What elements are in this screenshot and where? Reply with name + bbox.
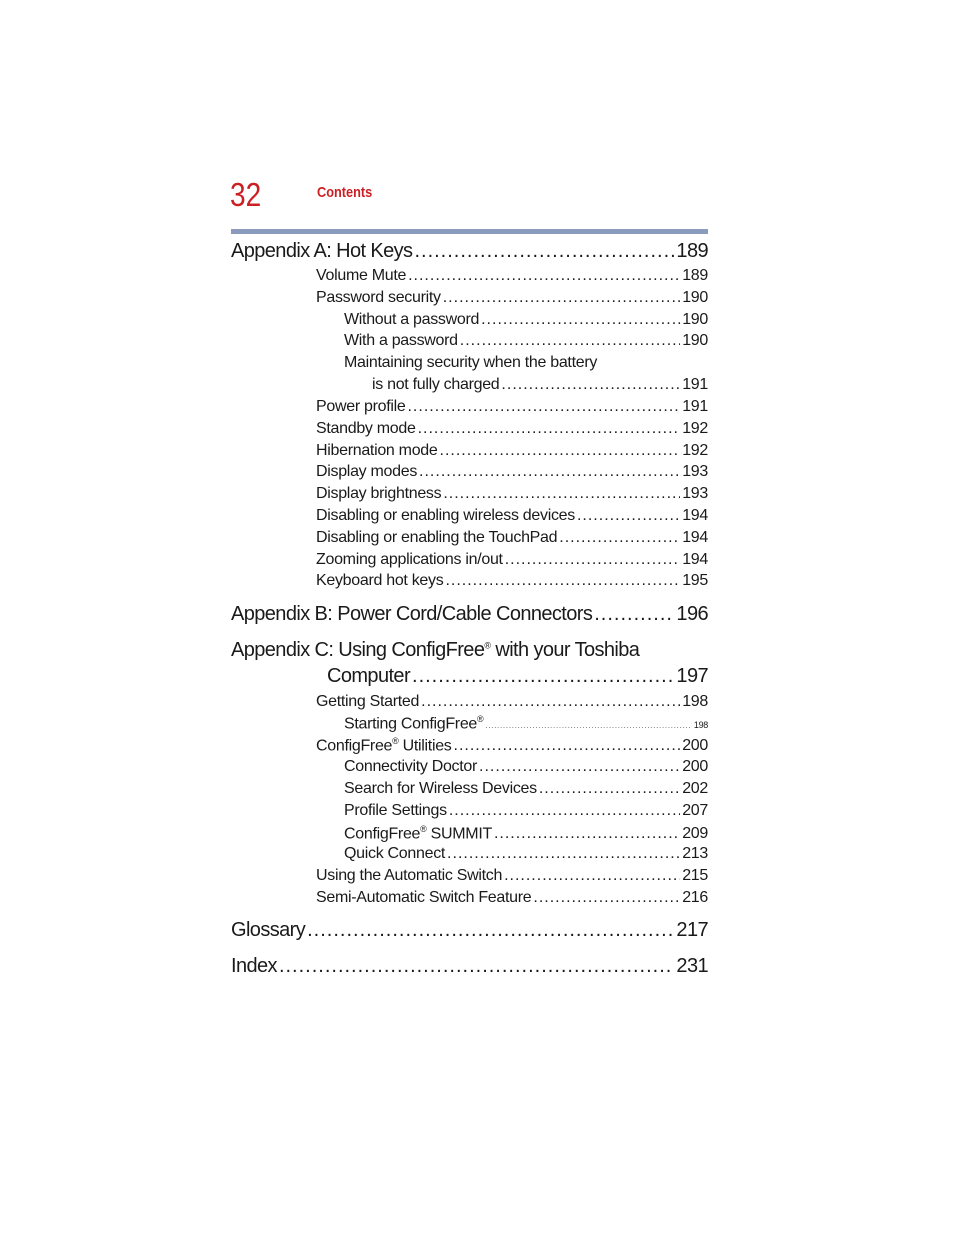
toc-page: 193 — [682, 463, 708, 480]
toc-label-text: Starting ConfigFree — [344, 715, 478, 733]
toc-entry[interactable] — [316, 551, 708, 569]
leader-dots — [408, 267, 680, 285]
toc-entry[interactable] — [344, 332, 708, 350]
registered-mark: ® — [392, 736, 399, 746]
toc-page: 198 — [693, 720, 708, 731]
leader-dots — [418, 420, 681, 438]
toc-entry[interactable] — [316, 693, 708, 711]
leader-dots — [454, 737, 681, 755]
leader-dots — [539, 780, 680, 798]
toc-label-tail: with your Toshiba — [490, 639, 640, 661]
toc-label: Password security — [316, 289, 441, 306]
toc-label: Volume Mute — [316, 267, 407, 284]
toc-entry[interactable] — [316, 529, 708, 547]
toc-label-text: ConfigFree — [316, 737, 393, 755]
registered-mark: ® — [484, 640, 491, 651]
leader-dots — [449, 802, 680, 820]
leader-dots — [445, 572, 680, 590]
toc-page: 189 — [676, 240, 708, 262]
toc-page: 190 — [682, 289, 708, 306]
toc-label-text: Appendix C: Using ConfigFree — [231, 639, 485, 661]
toc-entry[interactable] — [316, 267, 708, 285]
leader-dots — [443, 485, 680, 503]
registered-mark: ® — [477, 714, 484, 724]
toc-label: Display modes — [316, 463, 418, 480]
leader-dots — [505, 551, 681, 569]
leader-dots — [501, 376, 680, 394]
toc-page: 191 — [682, 398, 708, 415]
toc-label: Getting Started — [316, 693, 420, 710]
page-number: 32 — [230, 176, 262, 213]
toc-label — [344, 824, 492, 843]
toc-entry[interactable] — [344, 311, 708, 329]
toc-label: Hibernation mode — [316, 442, 438, 459]
toc-label: Power profile — [316, 398, 406, 415]
leader-dots — [460, 332, 680, 350]
leader-dots — [412, 665, 674, 688]
toc-label-text: ConfigFree — [344, 825, 421, 843]
toc-label: Quick Connect — [344, 845, 446, 862]
leader-dots — [481, 311, 680, 329]
toc-label: Connectivity Doctor — [344, 758, 478, 775]
toc-label — [344, 714, 483, 733]
leader-dots — [577, 507, 680, 525]
toc-page: 200 — [682, 758, 708, 775]
toc-entry[interactable] — [344, 758, 708, 776]
toc-label-tail: Utilities — [398, 737, 452, 755]
leader-dots — [414, 240, 674, 263]
toc-label: Using the Automatic Switch — [316, 867, 503, 884]
toc-page: 209 — [682, 825, 708, 843]
toc-entry[interactable] — [316, 736, 708, 755]
toc-label: Appendix B: Power Cord/Cable Connectors — [231, 603, 593, 625]
toc-label: Standby mode — [316, 420, 416, 437]
leader-dots — [447, 845, 680, 863]
toc-entry-appendix-a[interactable] — [231, 240, 708, 263]
toc-page: 193 — [682, 485, 708, 502]
toc-entry[interactable] — [344, 714, 708, 733]
leader-dots — [440, 442, 681, 460]
toc-page: 215 — [682, 867, 708, 884]
toc-label: Computer — [327, 665, 411, 687]
toc-label: Without a password — [344, 311, 480, 328]
leader-dots — [533, 889, 680, 907]
toc-page: 192 — [682, 420, 708, 437]
toc-entry[interactable] — [316, 572, 708, 590]
leader-dots — [559, 529, 680, 547]
leader-dots — [307, 919, 674, 942]
toc-page: 196 — [676, 603, 708, 625]
toc-entry[interactable] — [372, 376, 708, 394]
leader-dots — [504, 867, 680, 885]
toc-label: Index — [231, 955, 277, 977]
leader-dots — [419, 463, 680, 481]
toc-entry[interactable] — [316, 507, 708, 525]
toc-label-line1: Maintaining security when the battery — [344, 354, 598, 371]
toc-entry[interactable] — [316, 485, 708, 503]
toc-label: With a password — [344, 332, 458, 349]
toc-entry[interactable] — [344, 802, 708, 820]
toc-label: Semi-Automatic Switch Feature — [316, 889, 532, 906]
toc-entry[interactable] — [316, 889, 708, 907]
toc-label: Keyboard hot keys — [316, 572, 444, 589]
toc-entry[interactable] — [316, 420, 708, 438]
leader-dots — [594, 603, 674, 626]
leader-dots — [479, 758, 680, 776]
toc-entry[interactable] — [344, 824, 708, 843]
toc-entry-appendix-b[interactable] — [231, 603, 708, 626]
toc-entry[interactable] — [316, 442, 708, 460]
toc-label-line1 — [231, 639, 639, 662]
running-head: Contents — [317, 184, 373, 201]
leader-dots — [421, 693, 680, 711]
toc-page: 195 — [682, 572, 708, 589]
toc-page: 207 — [682, 802, 708, 819]
toc-entry[interactable] — [344, 845, 708, 863]
toc-page: 194 — [682, 507, 708, 524]
toc-page: 213 — [682, 845, 708, 862]
toc-page: 216 — [682, 889, 708, 906]
toc-entry[interactable] — [316, 867, 708, 885]
toc-entry-glossary[interactable] — [231, 919, 708, 942]
toc-label: is not fully charged — [372, 376, 500, 393]
toc-label-tail: SUMMIT — [426, 825, 492, 843]
toc-page: 194 — [682, 529, 708, 546]
toc-label: Disabling or enabling wireless devices — [316, 507, 575, 524]
toc-entry-appendix-c[interactable] — [327, 665, 708, 688]
toc-label: Appendix A: Hot Keys — [231, 240, 413, 262]
toc-label — [316, 736, 452, 755]
toc-page: 202 — [682, 780, 708, 797]
toc-page: 194 — [682, 551, 708, 568]
toc-page: 200 — [682, 737, 708, 755]
leader-dots — [407, 398, 680, 416]
toc-page: 198 — [682, 693, 708, 710]
toc-page: 192 — [682, 442, 708, 459]
toc-label: Glossary — [231, 919, 306, 941]
toc-page: 231 — [676, 955, 708, 977]
toc-label: Search for Wireless Devices — [344, 780, 537, 797]
toc-label: Zooming applications in/out — [316, 551, 503, 568]
toc-label: Disabling or enabling the TouchPad — [316, 529, 558, 546]
toc-page: 217 — [676, 919, 708, 941]
toc-page: 190 — [682, 311, 708, 328]
leader-dots — [485, 723, 691, 730]
leader-dots — [443, 289, 680, 307]
registered-mark: ® — [420, 824, 427, 834]
toc-entry[interactable] — [316, 289, 708, 307]
leader-dots — [279, 955, 674, 978]
toc-entry[interactable] — [316, 463, 708, 481]
toc-entry[interactable] — [316, 398, 708, 416]
header-rule — [231, 229, 708, 234]
toc-page: 197 — [676, 665, 708, 687]
toc-entry[interactable] — [344, 780, 708, 798]
toc-label: Profile Settings — [344, 802, 447, 819]
toc-page: 189 — [682, 267, 708, 284]
leader-dots — [494, 825, 680, 843]
toc-page: 190 — [682, 332, 708, 349]
toc-page: 191 — [682, 376, 708, 393]
toc-entry-index[interactable] — [231, 955, 708, 978]
toc-label: Display brightness — [316, 485, 442, 502]
